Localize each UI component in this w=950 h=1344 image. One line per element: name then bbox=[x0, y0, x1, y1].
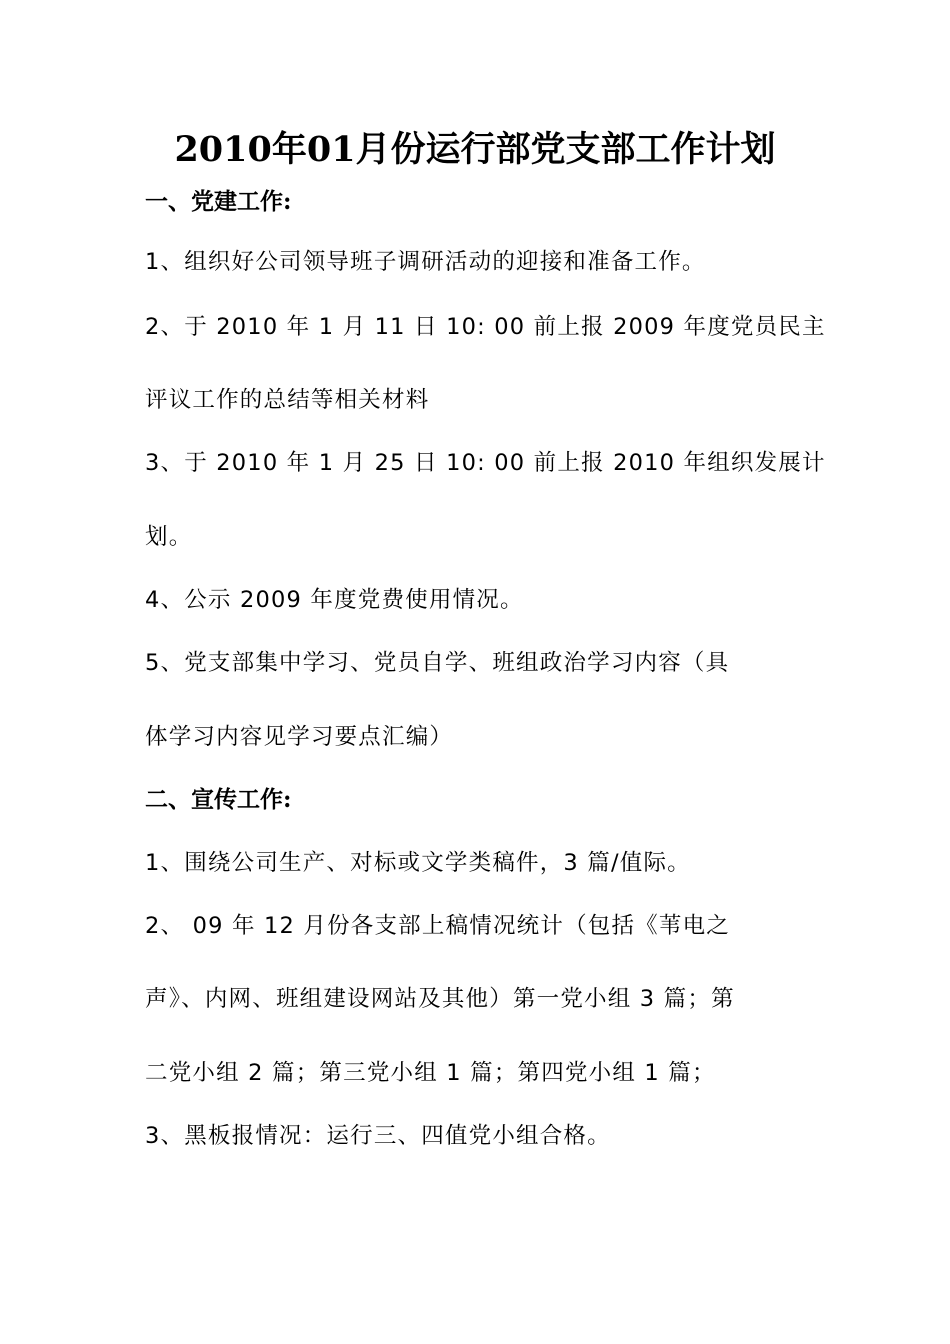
party-item-2-line-1: 2、于 2010 年 1 月 11 日 10: 00 前上报 2009 年度党员民主 bbox=[145, 314, 826, 340]
publicity-item-3: 3、黑板报情况：运行三、四值党小组合格。 bbox=[145, 1123, 611, 1149]
party-item-3-line-1: 3、于 2010 年 1 月 25 日 10: 00 前上报 2010 年组织发展计 bbox=[145, 450, 826, 476]
section-heading-publicity: 二、宣传工作: bbox=[145, 786, 292, 813]
party-item-5-line-2: 体学习内容见学习要点汇编） bbox=[145, 724, 454, 750]
party-item-3-line-2: 划。 bbox=[145, 524, 193, 550]
document-title: 2010年01月份运行部党支部工作计划 bbox=[174, 129, 776, 170]
party-item-1: 1、组织好公司领导班子调研活动的迎接和准备工作。 bbox=[145, 249, 706, 275]
publicity-item-2-line-2: 声》、内网、班组建设网站及其他）第一党小组 3 篇；第 bbox=[145, 986, 735, 1012]
publicity-item-2-line-3: 二党小组 2 篇；第三党小组 1 篇；第四党小组 1 篇； bbox=[145, 1060, 716, 1086]
party-item-2-line-2: 评议工作的总结等相关材料 bbox=[145, 387, 430, 413]
section-heading-party-building: 一、党建工作: bbox=[145, 188, 292, 215]
party-item-4: 4、公示 2009 年度党费使用情况。 bbox=[145, 587, 524, 613]
publicity-item-2-line-1: 2、 09 年 12 月份各支部上稿情况统计（包括《苇电之 bbox=[145, 913, 730, 939]
party-item-5-line-1: 5、党支部集中学习、党员自学、班组政治学习内容（具 bbox=[145, 650, 730, 676]
publicity-item-1: 1、围绕公司生产、对标或文学类稿件，3 篇/值际。 bbox=[145, 850, 691, 876]
